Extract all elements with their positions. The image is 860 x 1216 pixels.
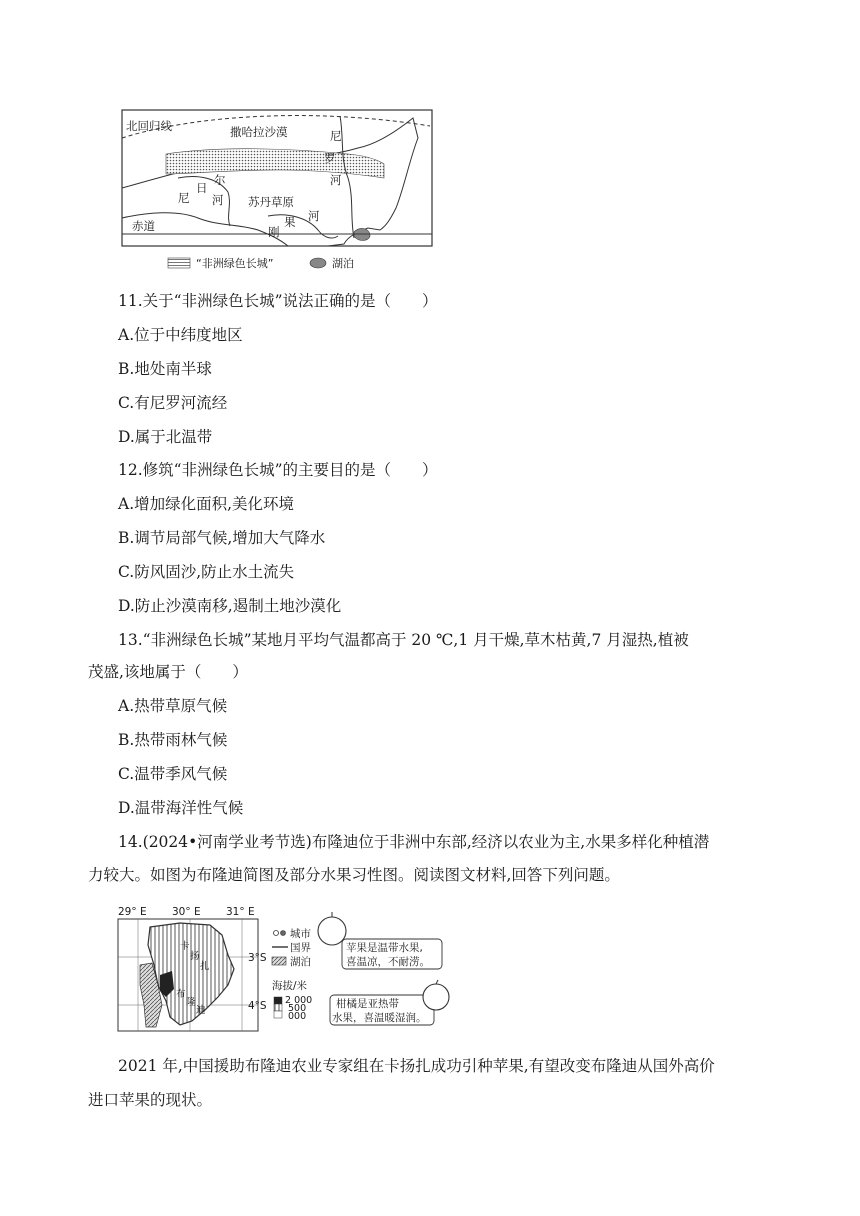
- legend-elevation-title: 海拔/米: [272, 980, 308, 992]
- lon-label-29: 29° E: [118, 906, 147, 918]
- place-char-2: 扬: [190, 951, 200, 962]
- legend-elev-2000: 2 000: [285, 995, 313, 1006]
- label-congo-1: 刚: [268, 225, 280, 239]
- label-nile-3: 河: [330, 173, 342, 187]
- place-char-1: 卡: [180, 941, 190, 952]
- place-char-3: 扎: [200, 961, 210, 972]
- q13-option-c: C.温带季风气候: [118, 765, 228, 783]
- q13-stem-line1: 13.“非洲绿色长城”某地月平均气温都高于 20 ℃,1 月干燥,草木枯黄,7 月湿热,植被: [118, 631, 689, 649]
- label-niger-4: 河: [212, 193, 224, 207]
- lon-label-30: 30° E: [172, 906, 201, 918]
- q13-option-b: B.热带雨林气候: [118, 731, 228, 749]
- legend-greatwall-label: “非洲绿色长城”: [196, 257, 274, 270]
- place-char-6: 迪: [196, 1005, 206, 1016]
- q12-stem: 12.修筑“非洲绿色长城”的主要目的是（ ）: [118, 461, 438, 479]
- orange-icon: [423, 984, 449, 1010]
- passage-line1: 2021 年,中国援助布隆迪农业专家组在卡扬扎成功引种苹果,有望改变布隆迪从国外高价: [118, 1057, 715, 1075]
- legend-border-label: 国界: [290, 942, 311, 954]
- apple-icon: [318, 917, 346, 945]
- q12-option-c: C.防风固沙,防止水土流失: [118, 563, 295, 581]
- q11-option-b: B.地处南半球: [118, 360, 212, 378]
- q13-option-d: D.温带海洋性气候: [118, 799, 244, 817]
- africa-green-wall-map: [118, 108, 434, 278]
- legend-elev-0: 000: [288, 1011, 307, 1022]
- label-equator: 赤道: [132, 219, 155, 233]
- label-tropic: 北回归线: [126, 119, 172, 133]
- q11-option-a: A.位于中纬度地区: [118, 326, 243, 344]
- legend-lake-symbol: [272, 957, 286, 965]
- place-char-4: 布: [176, 989, 186, 1000]
- orange-note-line2: 水果，喜温暖湿润。: [332, 1012, 427, 1024]
- legend-elev-500: 500: [288, 1003, 307, 1014]
- legend-city-symbol: [274, 931, 279, 936]
- lat-label-3: 3°S: [248, 952, 267, 964]
- africa-map-figure: [118, 108, 434, 278]
- q13-option-a: A.热带草原气候: [118, 697, 228, 715]
- q11-option-d: D.属于北温带: [118, 428, 213, 446]
- legend-lake-label: 湖泊: [332, 257, 354, 270]
- legend-elev-low: [274, 1011, 282, 1018]
- legend-elev-high: [274, 997, 282, 1004]
- orange-note-line1: 柑橘是亚热带: [336, 998, 399, 1010]
- legend-elev-mid: [274, 1004, 282, 1011]
- burundi-map-figure: [110, 905, 455, 1035]
- lake-victoria: [354, 229, 370, 241]
- lon-label-31: 31° E: [226, 906, 255, 918]
- label-sudan: 苏丹草原: [248, 195, 294, 209]
- apple-note-line2: 喜温凉，不耐涝。: [346, 956, 430, 968]
- label-nile-2: 罗: [324, 151, 336, 165]
- apple-note-line1: 苹果是温带水果,: [346, 942, 423, 954]
- legend-lake-label: 湖泊: [290, 956, 311, 968]
- passage-line2: 进口苹果的现状。: [88, 1091, 213, 1109]
- lat-label-4: 4°S: [248, 1000, 267, 1012]
- burundi-map-svg: [110, 905, 455, 1035]
- label-congo-3: 河: [308, 209, 320, 223]
- q14-stem-line2: 力较大。如图为布隆迪简图及部分水果习性图。阅读图文材料,回答下列问题。: [88, 866, 620, 884]
- q12-option-a: A.增加绿化面积,美化环境: [118, 495, 295, 513]
- label-niger-3: 尔: [214, 173, 226, 187]
- label-sahara: 撒哈拉沙漠: [230, 125, 288, 139]
- label-nile-1: 尼: [330, 129, 342, 143]
- legend-city-label: 城市: [290, 928, 311, 940]
- label-congo-2: 果: [284, 215, 296, 229]
- q12-option-d: D.防止沙漠南移,遏制土地沙漠化: [118, 597, 342, 615]
- place-char-5: 隆: [186, 997, 196, 1008]
- legend-greatwall-swatch: [168, 258, 190, 268]
- label-niger-1: 尼: [178, 191, 190, 205]
- q11-stem: 11.关于“非洲绿色长城”说法正确的是（ ）: [118, 292, 438, 310]
- q13-stem-line2: 茂盛,该地属于（ ）: [88, 663, 248, 681]
- legend-lake-swatch: [310, 258, 326, 268]
- q12-option-b: B.调节局部气候,增加大气降水: [118, 529, 326, 547]
- orange-stem: [436, 980, 438, 984]
- q14-stem-line1: 14.(2024•河南学业考节选)布隆迪位于非洲中东部,经济以农业为主,水果多样化种植潜: [118, 833, 710, 851]
- q11-option-c: C.有尼罗河流经: [118, 394, 228, 412]
- legend-city-symbol-2: [281, 931, 286, 936]
- label-niger-2: 日: [196, 181, 208, 195]
